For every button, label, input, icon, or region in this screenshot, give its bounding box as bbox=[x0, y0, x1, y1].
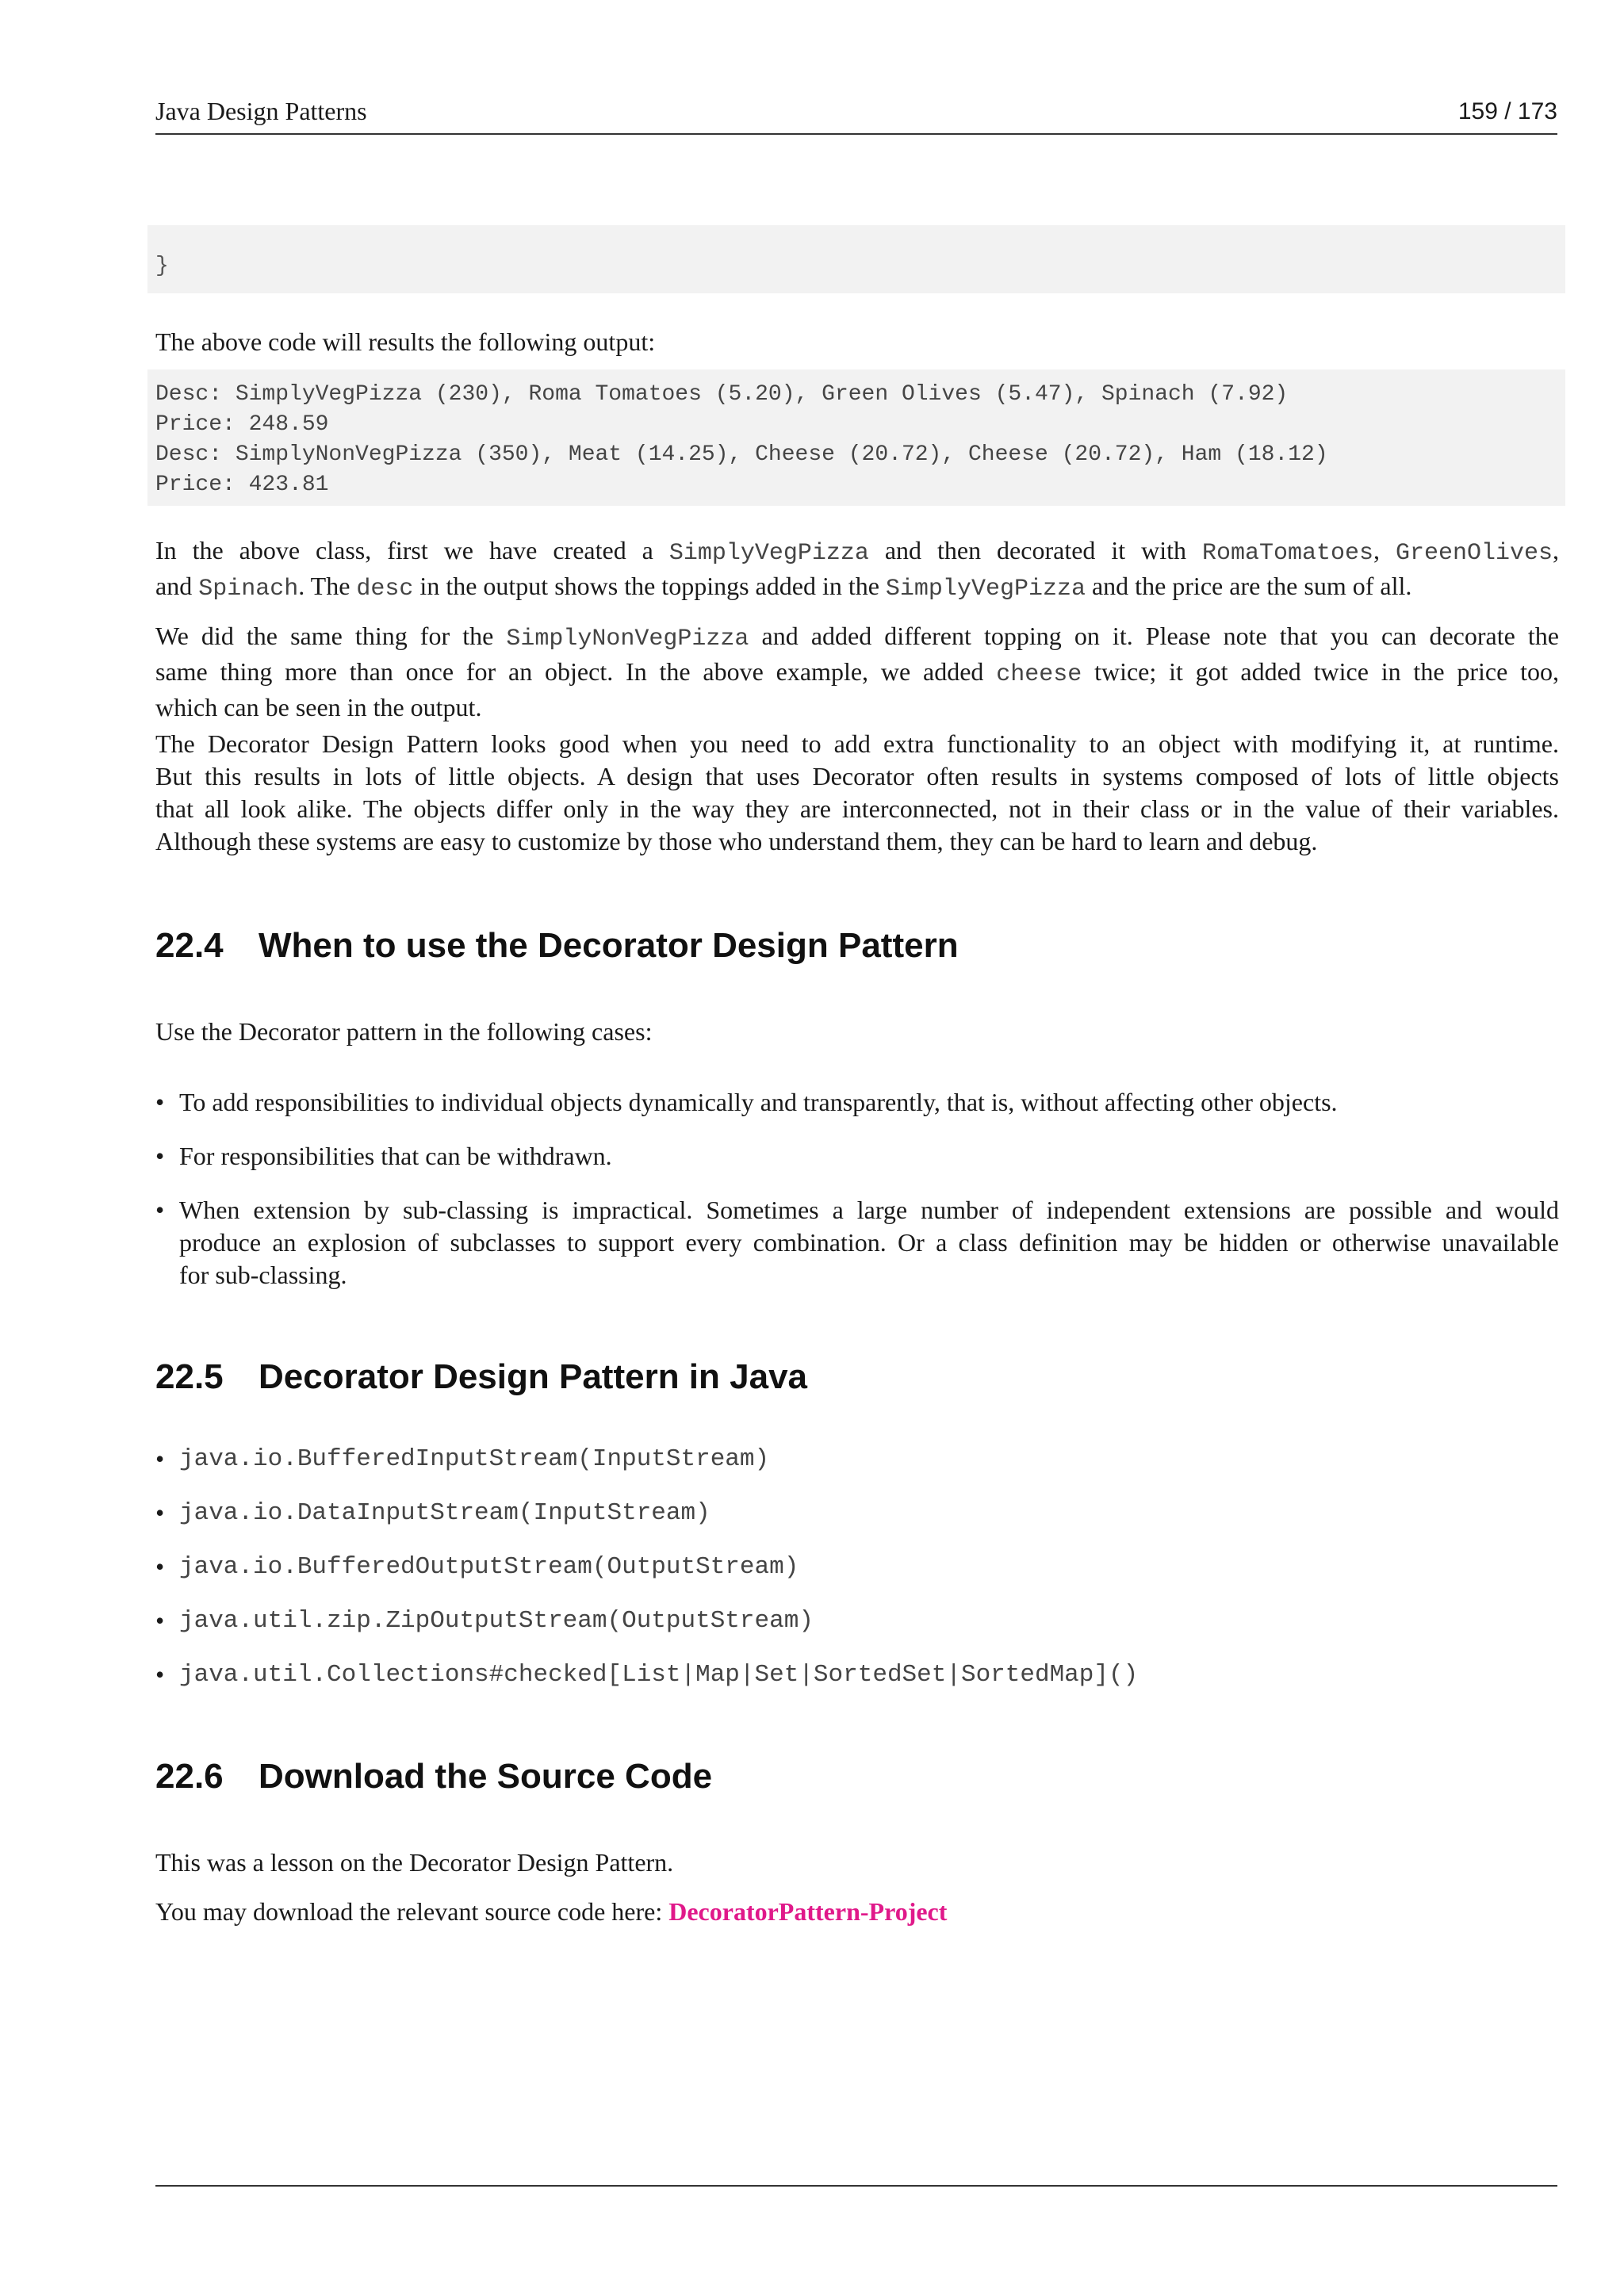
output-block bbox=[147, 369, 1565, 506]
output-line: Price: 248.59 bbox=[155, 412, 329, 437]
paragraph-explanation-1: In the above class, first we have created a SimplyVegPizza and then decorated it with RomaTomatoes, GreenOlives, and Spinach. The desc in the output shows the toppings added in the SimplyVegPizza and the price are the sum of all. bbox=[155, 536, 1560, 603]
paragraph-explanation-3: The Decorator Design Pattern looks good when you need to add extra functionality to an object with modifying it, at runtime. But this results in lots of little objects. A design that uses Decorator often results in systems composed of lots of little objects that all look alike. The objects differ only in the way they are interconnected, not in their class or in the value of their variables. Although these systems are easy to customize by those who understand them, they can be hard to learn and debug. bbox=[155, 729, 1559, 855]
document-page: Java Design Patterns 159 / 173 } The above code will results the following output: Desc: SimplyVegPizza (230), Roma Tomatoes (5.20), Green Olives (5.47), Spinach (7.92) Price: 248.59 Desc: SimplyNonVegPizza (350), Meat (14.25), Cheese (20.72), Cheese (20.72), Ham (18.12) Price: 423.81 In the above class, first we have created a SimplyVegPizza and then decorated it with RomaTomatoes, GreenOlives, and Spinach. The desc in the output shows the toppings added in the SimplyVegPizza and the price are the sum of all. We did the same thing for the SimplyNonVegPizza and added different topping on it. Please note that you can decorate the same thing more than once for an object. In the above example, we added cheese twice; it got added twice in the price too, which can be seen in the output. The Decorator Design Pattern looks good when you need to add extra functionality to an object with modifying it, at runtime. But this results in lots of little objects. A design that uses Decorator often results in systems composed of lots of little objects that all look alike. The objects differ only in the way they are interconnected, not in their class or in the value of their variables. Although these systems are easy to customize by those who understand them, they can be hard to learn and debug. 22.4 When to use the Decorator Design Pattern Use the Decorator pattern in the following cases: • To add responsibilities to individual objects dynamically and transparently, that is, without affecting other objects. • For responsibilities that can be withdrawn. • When extension by sub-classing is impractical. Sometimes a large number of independent extensions are possible and would produce an explosion of subclasses to support every combination. Or a class definition may be hidden or otherwise unavailable for sub-classing. 22.5 Decorator Design Pattern in Java • java.io.BufferedInputStream(InputStream) • java.io.DataInputStream(InputStream) • java.io.BufferedOutputStream(OutputStream) • java.util.zip.ZipOutputStream(OutputStream) • java.util.Collections#checked[List|Map|Set|SortedSet|SortedMap]() 22.6 Download the Source Code This was a lesson on the Decorator Design Pattern. You may download the relevant source code here: DecoratorPattern-Project bbox=[0, 0, 1624, 2296]
paragraph-explanation-2: We did the same thing for the SimplyNonVegPizza and added different topping on it. Please note that you can decorate the same thing more than once for an object. In the above example, we added cheese twice; it got added twice in the price too, which can be seen in the output. bbox=[155, 622, 1560, 721]
page-number: 159 / 173 bbox=[1457, 98, 1557, 124]
footer-rule bbox=[155, 2185, 1557, 2187]
header-rule bbox=[155, 133, 1557, 135]
download-project-link[interactable]: DecoratorPattern-Project bbox=[668, 1897, 948, 1926]
section-heading-22-5: 22.5 Decorator Design Pattern in Java bbox=[155, 1357, 808, 1396]
download-line bbox=[155, 1895, 947, 1928]
code-block bbox=[147, 225, 1565, 293]
running-header-title: Java Design Patterns bbox=[155, 97, 367, 125]
section-heading-22-4: 22.4 When to use the Decorator Design Pattern bbox=[155, 926, 959, 965]
lesson-summary: This was a lesson on the Decorator Design Pattern. bbox=[155, 1848, 674, 1877]
section-intro: Use the Decorator pattern in the following cases: bbox=[155, 1017, 653, 1046]
section-heading-22-6: 22.6 Download the Source Code bbox=[155, 1757, 713, 1796]
output-line: Price: 423.81 bbox=[155, 473, 329, 497]
output-line: Desc: SimplyNonVegPizza (350), Meat (14.25), Cheese (20.72), Cheese (20.72), Ham (18.12) bbox=[155, 442, 1328, 467]
code-line: } bbox=[155, 254, 169, 278]
output-intro: The above code will results the following output: bbox=[155, 327, 656, 356]
output-line: Desc: SimplyVegPizza (230), Roma Tomatoes (5.20), Green Olives (5.47), Spinach (7.92) bbox=[155, 382, 1289, 407]
download-prefix: You may download the relevant source code here: bbox=[155, 1897, 669, 1926]
